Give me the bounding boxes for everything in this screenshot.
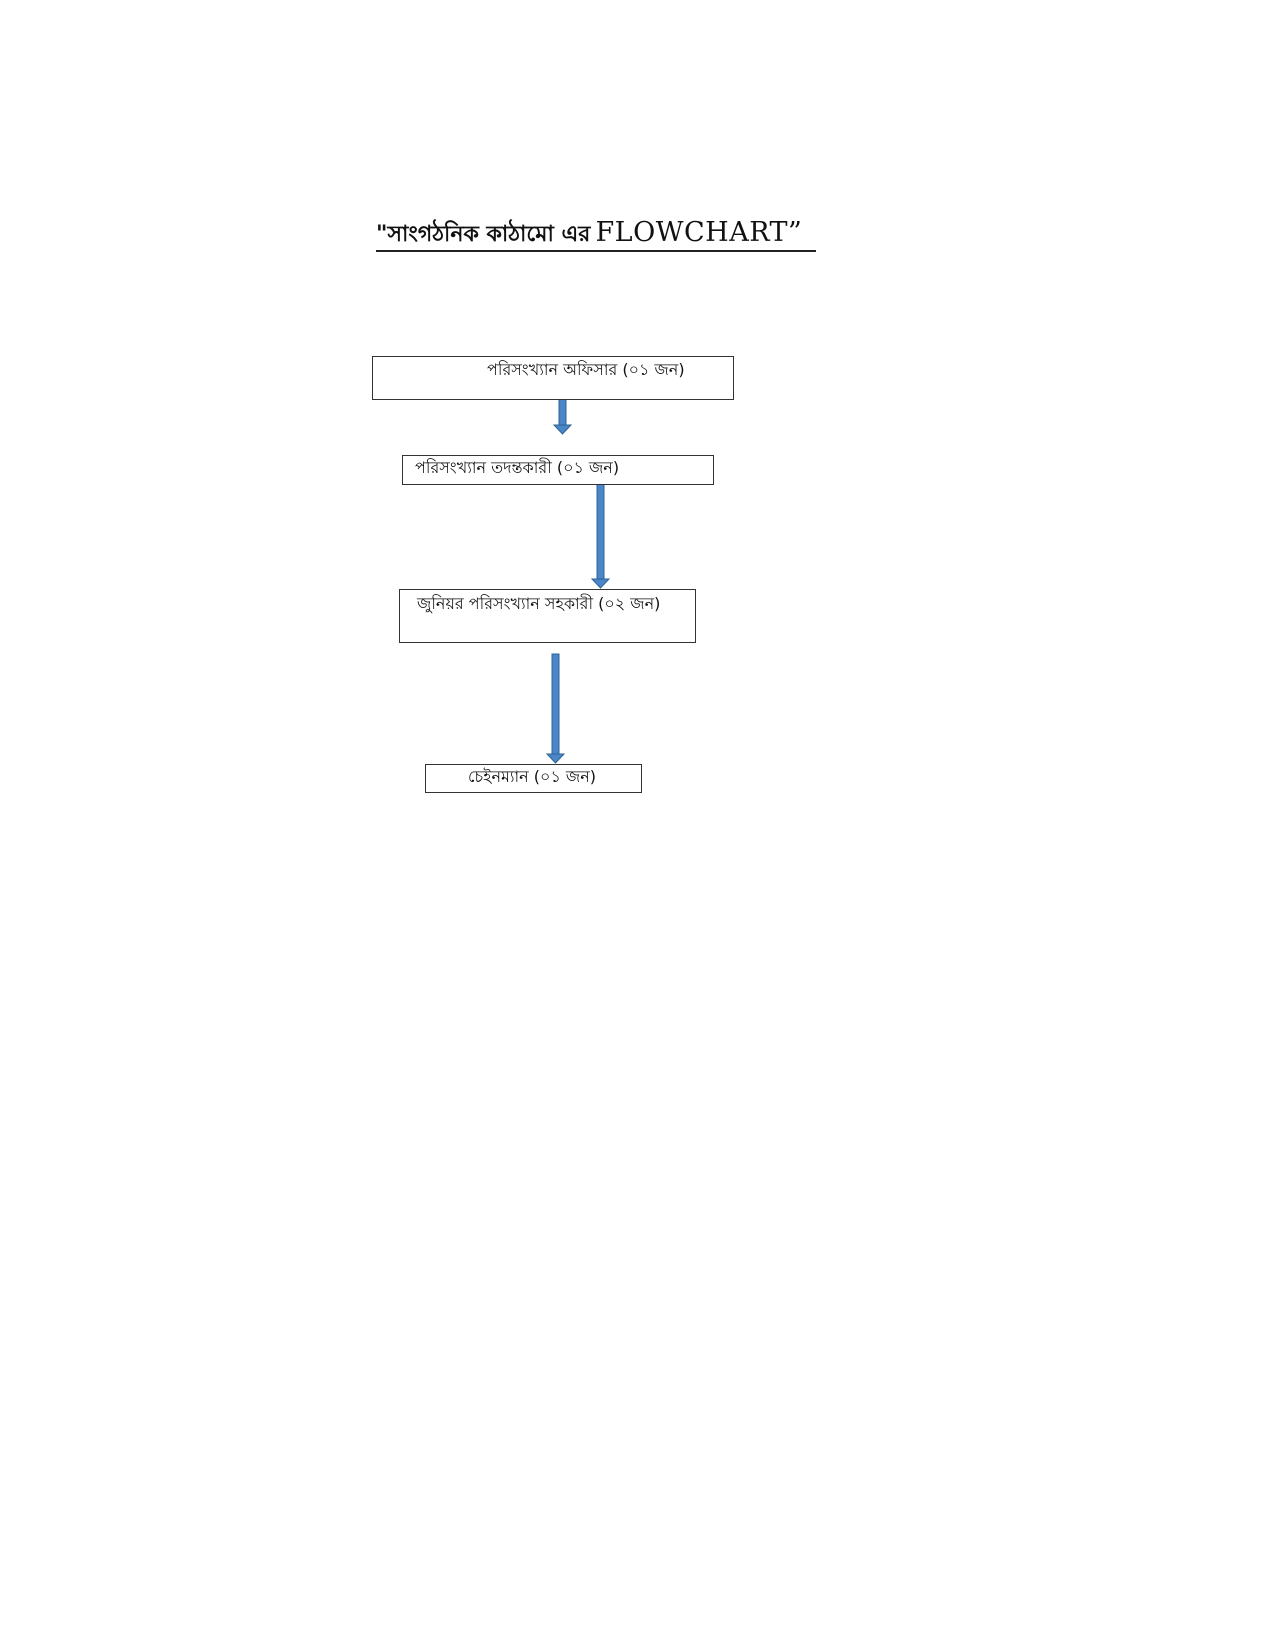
node-label: পরিসংখ্যান অফিসার (০১ জন) — [487, 360, 685, 379]
title-english-text: FLOWCHART” — [595, 217, 803, 248]
node-chainman — [425, 764, 642, 793]
arrow-head — [547, 754, 564, 763]
node-statistics-investigator — [402, 455, 714, 485]
page-title — [376, 216, 816, 252]
title-bengali-text: "সাংগঠনিক কাঠামো এর — [376, 222, 591, 247]
arrow-shaft — [552, 654, 559, 755]
arrow-investigator-to-assistant — [592, 481, 609, 588]
node-statistics-officer — [372, 356, 734, 400]
node-junior-statistics-assistant — [399, 589, 696, 643]
arrow-assistant-to-chainman — [547, 654, 564, 763]
arrow-head — [592, 579, 609, 588]
node-label: জুনিয়র পরিসংখ্যান সহকারী (০২ জন) — [417, 594, 661, 613]
node-label: চেইনম্যান (০১ জন) — [468, 767, 597, 786]
node-label: পরিসংখ্যান তদন্তকারী (০১ জন) — [415, 458, 620, 477]
arrow-shaft — [597, 481, 604, 580]
arrow-head — [554, 425, 571, 434]
